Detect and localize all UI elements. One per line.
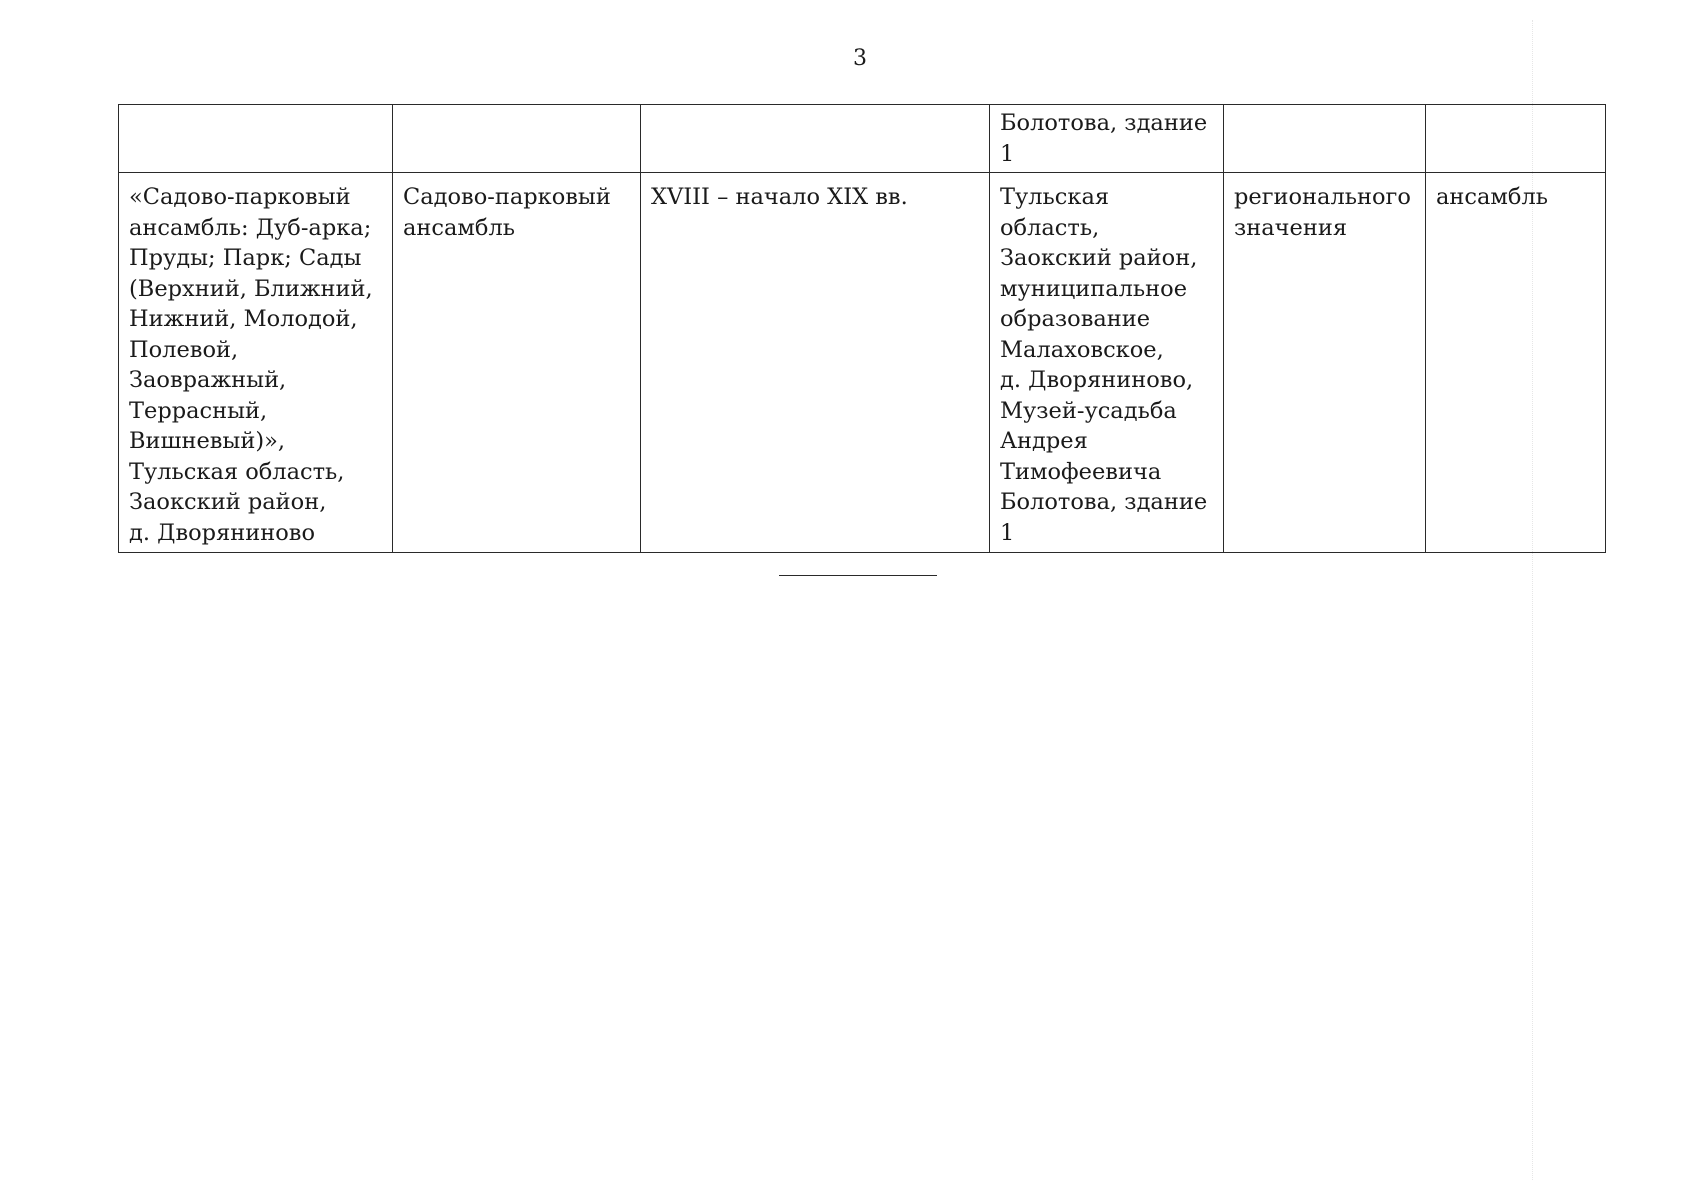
continuation-row: [119, 105, 1606, 173]
kind-cell: ансамбль: [1426, 173, 1606, 553]
table-cell: [393, 105, 641, 173]
end-of-document-rule: [779, 575, 937, 576]
page-number: 3: [853, 46, 867, 71]
table-cell: [1426, 105, 1606, 173]
table-cell: [641, 105, 990, 173]
object-name-cell: «Садово-парковый ансамбль: Дуб-арка; Пруды; Парк; Сады (Верхний, Ближний, Нижний, Молодой, Полевой, Заовражный, Террасный, Вишневый)», Тульская область, Заокский район, д. Дворяниново: [119, 173, 393, 553]
table-cell: [119, 105, 393, 173]
dating-cell: XVIII – начало XIX вв.: [641, 173, 990, 553]
category-cell: регионального значения: [1224, 173, 1426, 553]
table-row: [119, 173, 1606, 553]
address-cell: Тульская область, Заокский район, муниципальное образование Малаховское, д. Дворяниново, Музей-усадьба Андрея Тимофеевича Болотова, здание 1: [990, 173, 1224, 553]
object-type-cell: Садово-парковый ансамбль: [393, 173, 641, 553]
table-cell: Болотова, здание 1: [990, 105, 1224, 173]
table-cell: [1224, 105, 1426, 173]
monuments-table: [118, 104, 1606, 553]
